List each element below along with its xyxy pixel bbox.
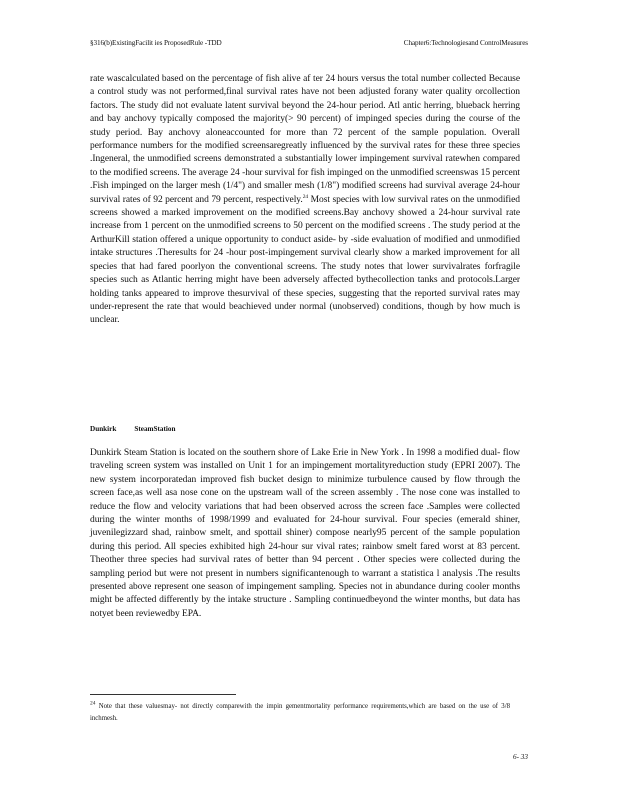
footnote-mark: 24 bbox=[90, 700, 96, 707]
footnote-24 bbox=[90, 701, 510, 725]
page-number: 6- 33 bbox=[513, 753, 528, 761]
section-heading-dunkirk bbox=[90, 425, 194, 433]
paragraph-arthur-kill-results bbox=[90, 73, 520, 328]
footnote-reference-24[interactable]: 24 bbox=[302, 193, 309, 200]
running-header-left: §316(b)ExistingFacilit ies ProposedRule -TDD bbox=[90, 39, 222, 47]
paragraph-text-part2: Most species with low survival rates on the unmodified screens showed a marked improvement on the modified screens.Bay anchovy showed a 24-hour survival rate increase from 1 percent on the unmodified screens to 50 percent on the modified screens . The study period at the ArthurKill station offered a unique opportunity to conduct aside- by -side evaluation of modified and unmodified intake structures .Theresults for 24 -hour post-impingement survival clearly show a marked improvement for all species that had fared poorlyon the conventional screens. The study notes that lower survivalrates forfragile species such as Atlantic herring might have been adversely affected bythecollection tanks and protocols.Larger holding tanks appeared to improve thesurvival of these species, suggesting that the reported survival rates may under-represent the rate that would beachieved under normal (unobserved) conditions, though by how much is unclear. bbox=[90, 194, 520, 326]
heading-word-dunkirk: Dunkirk bbox=[90, 425, 117, 433]
heading-word-steam-station: SteamStation bbox=[134, 425, 176, 433]
footnote-divider bbox=[90, 694, 236, 695]
paragraph-text-part1: rate wascalculated based on the percentage of fish alive af ter 24 hours versus the total number collected Because a control study was not performed,final survival rates have not been adjusted forany water quality orcollection factors. The study did not evaluate latent survival beyond the 24-hour period. Atl antic herring, blueback herring and bay anchovy typically composed the majority(> 90 percent) of impinged species during the course of the study period. Bay anchovy aloneaccounted for more than 72 percent of the sample population. Overall performance numbers for the modified screensaregreatly influenced by the survival rates for these three species .Ingeneral, the unmodified screens demonstrated a substantially lower impingement survival ratewhen compared to the modified screens. The average 24 -hour survival for fish impinged on the unmodified screenswas 15 percent .Fish impinged on the larger mesh (1/4") and smaller mesh (1/8") modified screens had survival average 24-hour survival rates of 92 percent and 79 percent, respectively. bbox=[90, 74, 520, 205]
paragraph-dunkirk-study: Dunkirk Steam Station is located on the southern shore of Lake Erie in New York . In 1998 a modified dual- flow traveling screen system was installed on Unit 1 for an impingement mortalityreduction study (EPRI 2007). The new system incorporatedan improved fish bucket design to minimize turbulence caused by flow through the screen face,as well asa nose cone on the upstream wall of the screen assembly . The nose cone was installed to reduce the flow and velocity variations that had been observed across the screen face .Samples were collected during the winter months of 1998/1999 and evaluated for 24-hour survival. Four species (emerald shiner, juvenilegizzard shad, rainbow smelt, and spottail shiner) compose nearly95 percent of the sample population during this period. All species exhibited high 24-hour sur vival rates; rainbow smelt fared worst at 83 percent. Theother three species had survival rates of better than 94 percent . Other species were collected during the sampling period but were not present in numbers significantenough to warrant a statistica l analysis .The results presented above represent one season of impingement sampling. Species not in abundance during cooler months might be affected differently by the intake structure . Sampling continuedbeyond the winter months, but data has notyet been reviewedby EPA. bbox=[90, 448, 520, 619]
footnote-text: Note that these valuesmay- not directly comparewith the impin gementmortality performance requirements,which are based on the use of 3/8 inchmesh. bbox=[90, 703, 510, 722]
running-header-right: Chapter6:Technologiesand ControlMeasures bbox=[403, 39, 528, 47]
